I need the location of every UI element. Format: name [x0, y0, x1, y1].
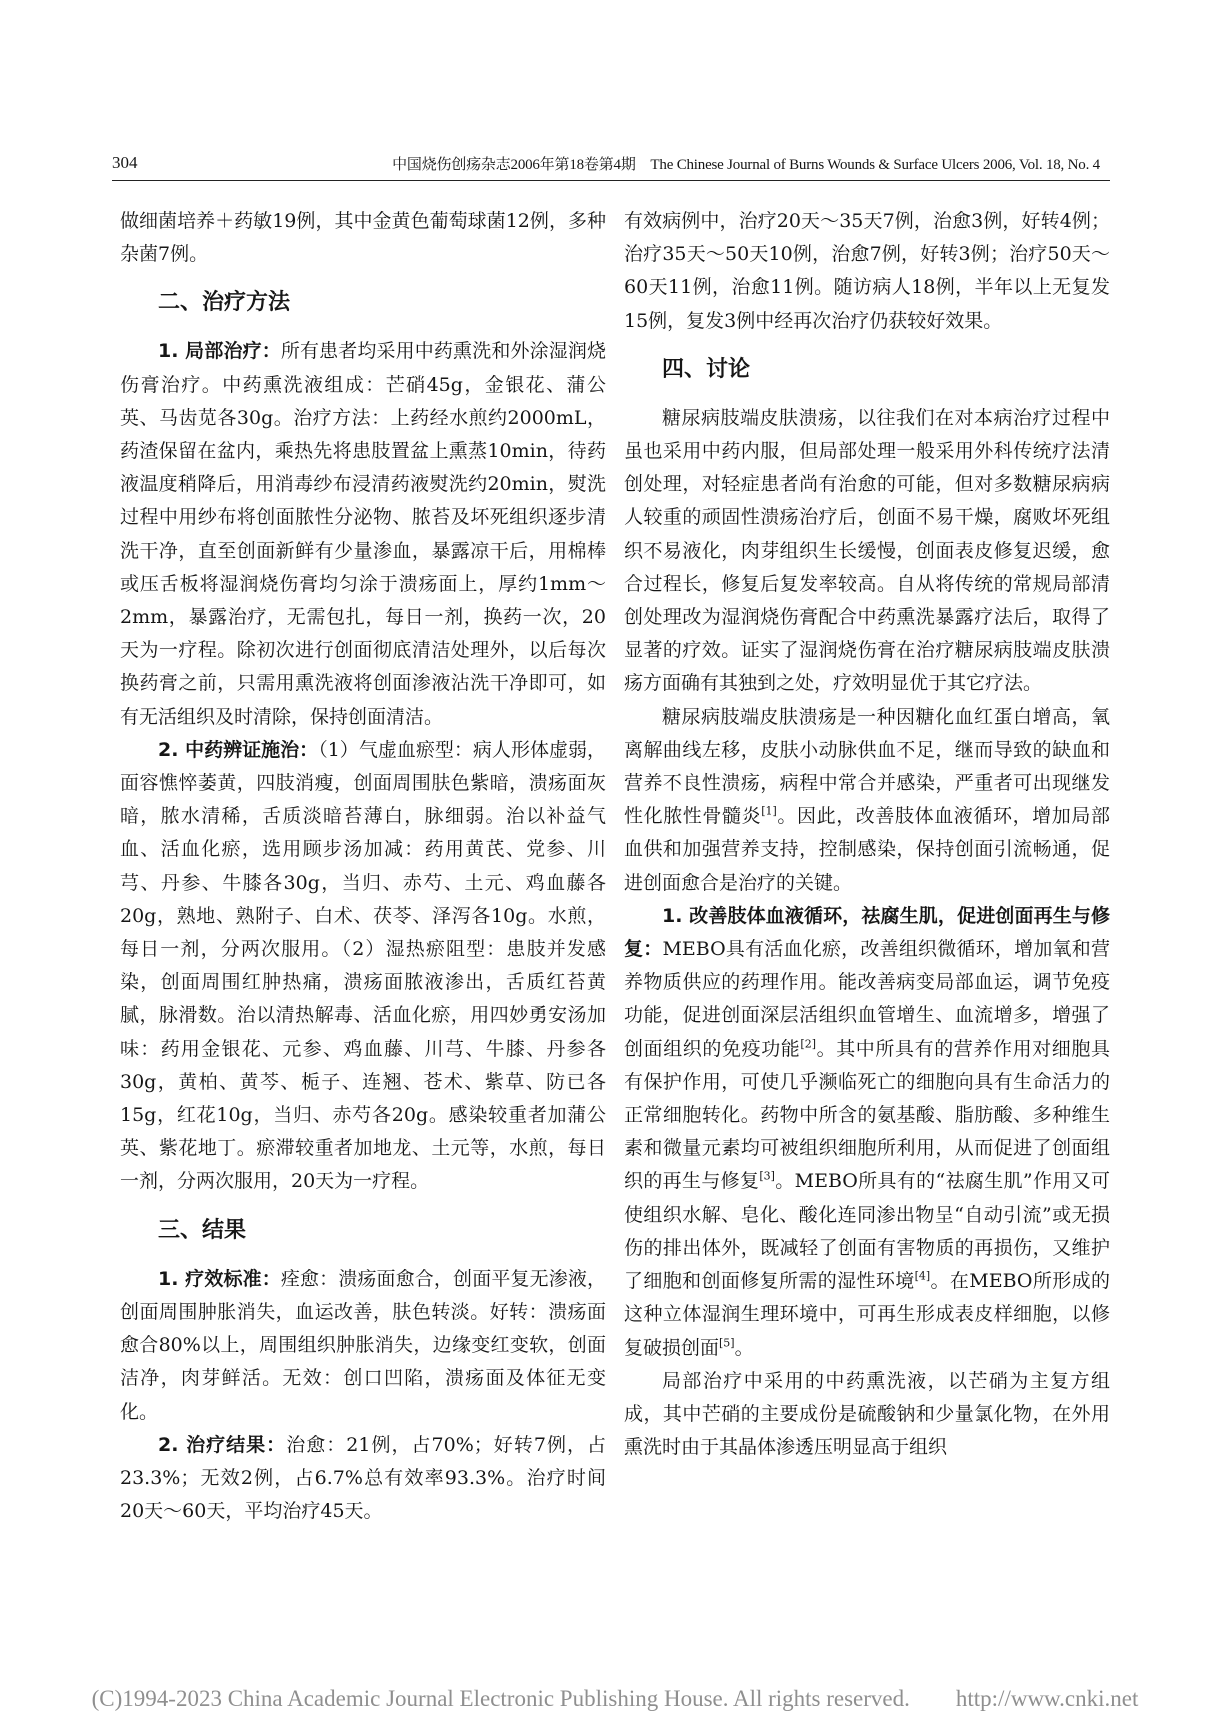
tcm-treatment-text: （1）气虚血瘀型：病人形体虚弱，面容憔悴萎黄，四肢消瘦，创面周围肤色紫暗，溃疡面灰暗，脓水清稀，舌质淡暗苔薄白，脉细弱。治以补益气血、活血化瘀，选用顾步汤加减：药用黄芪、党参、川芎、丹参、牛膝各30g，当归、赤芍、土元、鸡血藤各20g，熟地、熟附子、白术、茯苓、泽泻各10g。水煎，每日一剂，分两次服用。（2）湿热瘀阻型：患肢并发感染，创面周围红肿热痛，溃疡面脓液渗出，舌质红苔黄腻，脉滑数。治以清热解毒、活血化瘀，用四妙勇安汤加味：药用金银花、元参、鸡血藤、川芎、牛膝、丹参各30g，黄柏、黄芩、栀子、连翘、苍术、紫草、防已各15g，红花10g，当归、赤芍各20g。感染较重者加蒲公英、紫花地丁。瘀滞较重者加地龙、土元等，水煎，每日一剂，分两次服用，20天为一疗程。	[120, 738, 607, 1193]
right-column	[624, 205, 1110, 1464]
local-treatment-text: 所有患者均采用中药熏洗和外涂湿润烧伤膏治疗。中药熏洗液组成：芒硝45g，金银花、蒲公英、马齿苋各30g。治疗方法：上药经水煎约2000mL，药渣保留在盆内，乘热先将患肢置盆上熏蒸10min，待药液温度稍降后，用消毒纱布浸清药液熨洗约20min，熨洗过程中用纱布将创面脓性分泌物、脓苔及坏死组织逐步清洗干净，直至创面新鲜有少量渗血，暴露凉干后，用棉棒或压舌板将湿润烧伤膏均匀涂于溃疡面上，厚约1mm～2mm，暴露治疗，无需包扎，每日一剂，换药一次，20天为一疗程。除初次进行创面彻底清洁处理外，以后每次换药膏之前，只需用熏洗液将创面渗液沾洗干净即可，如有无活组织及时清除，保持创面清洁。	[120, 340, 606, 728]
discussion-3-text-e: 。	[734, 1336, 754, 1359]
header-rule	[112, 180, 1110, 181]
discussion-3-text-c: 。MEBO所具有的“祛腐生肌”作用又可使组织水解、皂化、酸化连同渗出物呈“自动引流”或无损伤的排出体外，既减轻了创面有害物质的再损伤，又维护了细胞和创面修复所需的湿性环境	[624, 1170, 1110, 1293]
discussion-2-text-b: 。因此，改善肢体血液循环，增加局部血供和加强营养支持，控制感染，保持创面引流畅通，促进创面愈合是治疗的关键。	[624, 805, 1110, 894]
criteria-text: 痊愈：溃疡面愈合，创面平复无渗液，创面周围肿胀消失，血运改善，肤色转淡。好转：溃疡面愈合80%以上，周围组织肿胀消失，边缘变红变软，创面洁净，肉芽鲜活。无效：创口凹陷，溃疡面及体征无变化。	[120, 1267, 606, 1423]
discussion-3-text-a: MEBO具有活血化瘀，改善组织微循环，增加氧和营养物质供应的药理作用。能改善病变局部血运，调节免疫功能，促进创面深层活组织血管增生、血流增多，增强了创面组织的免疫功能	[624, 938, 1110, 1060]
discussion-3-text-b: 。其中所具有的营养作用对细胞具有保护作用，可使几乎濒临死亡的细胞向具有生命活力的正常细胞转化。药物中所含的氨基酸、脂肪酸、多种维生素和微量元素均可被组织细胞所利用，从而促进了创面组织的再生与修复	[624, 1037, 1110, 1193]
local-treatment-label: 1. 局部治疗：	[158, 340, 281, 363]
results-continued-paragraph: 有效病例中，治疗20天～35天7例，治愈3例，好转4例；治疗35天～50天10例，治愈7例，好转3例；治疗50天～60天11例，治愈11例。随访病人18例，半年以上无复发15例，复发3例中经再次治疗仍获较好效果。	[624, 210, 1110, 332]
discussion-paragraph-1: 糖尿病肢端皮肤溃疡，以往我们在对本病治疗过程中虽也采用中药内服，但局部处理一般采用外科传统疗法清创处理，对轻症患者尚有治愈的可能，但对多数糖尿病病人较重的顽固性溃疡治疗后，创面不易干燥，腐败坏死组织不易液化，肉芽组织生长缓慢，创面表皮修复迟缓，愈合过程长，修复后复发率较高。自从将传统的常规局部清创处理改为湿润烧伤膏配合中药熏洗暴露疗法后，取得了显著的疗效。证实了湿润烧伤膏在治疗糖尿病肢端皮肤溃疡方面确有其独到之处，疗效明显优于其它疗法。	[624, 406, 1110, 695]
section-heading-discussion: 四、讨论	[662, 356, 751, 382]
discussion-paragraph-3	[624, 900, 1110, 1365]
left-column	[120, 205, 606, 1528]
section-heading-treatment: 二、治疗方法	[158, 290, 291, 316]
discussion-3-label: 1. 改善肢体血液循环，祛腐生肌，促进创面再生与修复：	[624, 904, 1110, 961]
intro-paragraph: 做细菌培养＋药敏19例，其中金黄色葡萄球菌12例，多种杂菌7例。	[120, 210, 606, 266]
reference-3: [3]	[759, 1170, 775, 1184]
reference-2: [2]	[800, 1037, 816, 1051]
criteria-paragraph	[120, 1263, 606, 1429]
running-head: 中国烧伤创疡杂志2006年第18卷第4期 The Chinese Journal of Burns Wounds & Surface Ulcers 2006, Vol. 18, No. 4	[392, 157, 1100, 173]
reference-4: [4]	[914, 1269, 931, 1283]
reference-5: [5]	[719, 1336, 735, 1350]
results-paragraph	[120, 1429, 606, 1529]
discussion-3-text-d: 。在MEBO所形成的这种立体湿润生理环境中，可再生形成表皮样细胞，以修复破损创面	[624, 1270, 1110, 1359]
tcm-treatment-label: 2. 中药辨证施治：	[158, 738, 319, 761]
discussion-paragraph-2	[624, 701, 1110, 900]
tcm-treatment-paragraph	[120, 734, 606, 1199]
page-number: 304	[112, 153, 138, 172]
results-label: 2. 治疗结果：	[158, 1433, 287, 1456]
discussion-2-text-a: 糖尿病肢端皮肤溃疡是一种因糖化血红蛋白增高，氧离解曲线左移，皮肤小动脉供血不足，继而导致的缺血和营养不良性溃疡，病程中常合并感染，严重者可出现继发性化脓性骨髓炎	[624, 705, 1110, 828]
reference-1: [1]	[761, 804, 777, 818]
local-treatment-paragraph	[120, 335, 606, 733]
results-text: 治愈：21例，占70%；好转7例，占23.3%；无效2例，占6.7%总有效率93.3%。治疗时间20天～60天，平均治疗45天。	[120, 1433, 606, 1523]
section-heading-results: 三、结果	[158, 1217, 247, 1243]
copyright-footer: (C)1994-2023 China Academic Journal Electronic Publishing House. All rights reserved. http://www.cnki.net	[91, 1686, 1139, 1711]
discussion-paragraph-4: 局部治疗中采用的中药熏洗液，以芒硝为主复方组成，其中芒硝的主要成份是硫酸钠和少量氯化物，在外用熏洗时由于其晶体渗透压明显高于组织	[624, 1369, 1110, 1459]
criteria-label: 1. 疗效标准：	[158, 1267, 281, 1290]
